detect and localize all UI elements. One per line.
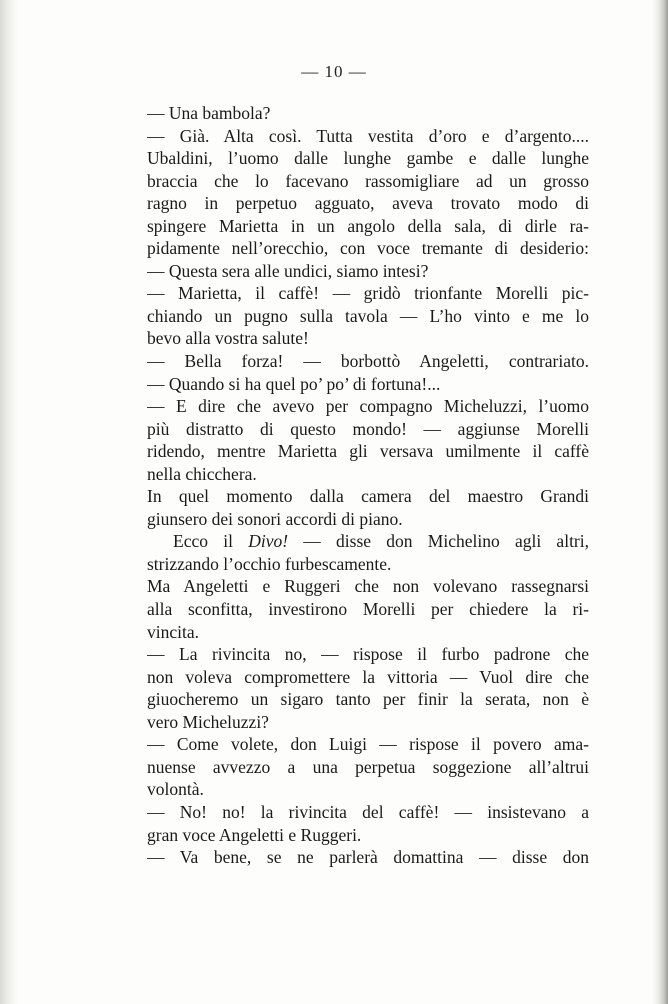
text-line: bevo alla vostra salute! bbox=[147, 328, 309, 349]
text-line: pidamente nell’orecchio, con voce tremante di desiderio: bbox=[147, 238, 589, 259]
text-line: spingere Marietta in un angolo della sala, di dirle ra- bbox=[147, 215, 589, 236]
text-line: gran voce Angeletti e Ruggeri. bbox=[147, 824, 362, 845]
text-line: più distratto di questo mondo! — aggiunse Morelli bbox=[147, 418, 589, 439]
text-line: nella chicchera. bbox=[147, 463, 257, 484]
text-line bbox=[147, 530, 589, 552]
text-line: — E dire che avevo per compagno Micheluzzi, l’uomo bbox=[147, 396, 589, 417]
page-edge-shadow-left bbox=[0, 0, 18, 1004]
italic-word: Divo! bbox=[248, 531, 289, 552]
text-line: — No! no! la rivincita del caffè! — insistevano a bbox=[147, 801, 589, 822]
text-line: — Già. Alta così. Tutta vestita d’oro e d’argento.... bbox=[147, 125, 589, 146]
text-line: ridendo, mentre Marietta gli versava umilmente il caffè bbox=[147, 441, 589, 462]
page-edge-shadow-right bbox=[652, 0, 668, 1004]
text-line: vero Micheluzzi? bbox=[147, 711, 269, 732]
text-line-part: — disse don Michelino agli altri, bbox=[288, 531, 589, 552]
text-line: — Va bene, se ne parlerà domattina — disse don bbox=[147, 847, 589, 868]
text-line: giunsero dei sonori accordi di piano. bbox=[147, 508, 403, 529]
text-line: — Marietta, il caffè! — gridò trionfante Morelli pic- bbox=[147, 283, 589, 304]
text-line: — La rivincita no, — rispose il furbo padrone che bbox=[147, 644, 589, 665]
text-line: vincita. bbox=[147, 621, 199, 642]
text-line: braccia che lo facevano rassomigliare ad un grosso bbox=[147, 170, 589, 191]
text-line: Ubaldini, l’uomo dalle lunghe gambe e dalle lunghe bbox=[147, 148, 589, 169]
text-line: chiando un pugno sulla tavola — L’ho vinto e me lo bbox=[147, 305, 589, 326]
text-line: alla sconfitta, investirono Morelli per chiedere la ri- bbox=[147, 599, 589, 620]
text-line: — Come volete, don Luigi — rispose il povero ama- bbox=[147, 734, 589, 755]
text-line: Ma Angeletti e Ruggeri che non volevano rassegnarsi bbox=[147, 576, 589, 597]
text-line: nuense avvezzo a una perpetua soggezione all’altrui bbox=[147, 756, 589, 777]
text-line: strizzando l’occhio furbescamente. bbox=[147, 553, 392, 574]
text-line: — Questa sera alle undici, siamo intesi? bbox=[147, 260, 429, 281]
text-line: In quel momento dalla camera del maestro Grandi bbox=[147, 486, 589, 507]
text-line: — Una bambola? bbox=[147, 103, 271, 123]
text-line: — Bella forza! — borbottò Angeletti, contrariato. bbox=[147, 351, 589, 372]
text-line: giuocheremo un sigaro tanto per finir la serata, non è bbox=[147, 689, 589, 710]
text-line: non voleva compromettere la vittoria — Vuol dire che bbox=[147, 666, 589, 687]
text-line: volontà. bbox=[147, 779, 204, 800]
text-line-part: Ecco il bbox=[173, 531, 249, 552]
text-line: ragno in perpetuo agguato, aveva trovato modo di bbox=[147, 193, 589, 214]
text-line: — Quando si ha quel po’ po’ di fortuna!... bbox=[147, 373, 441, 394]
page-number: — 10 — bbox=[301, 62, 367, 81]
body-text bbox=[147, 102, 589, 869]
